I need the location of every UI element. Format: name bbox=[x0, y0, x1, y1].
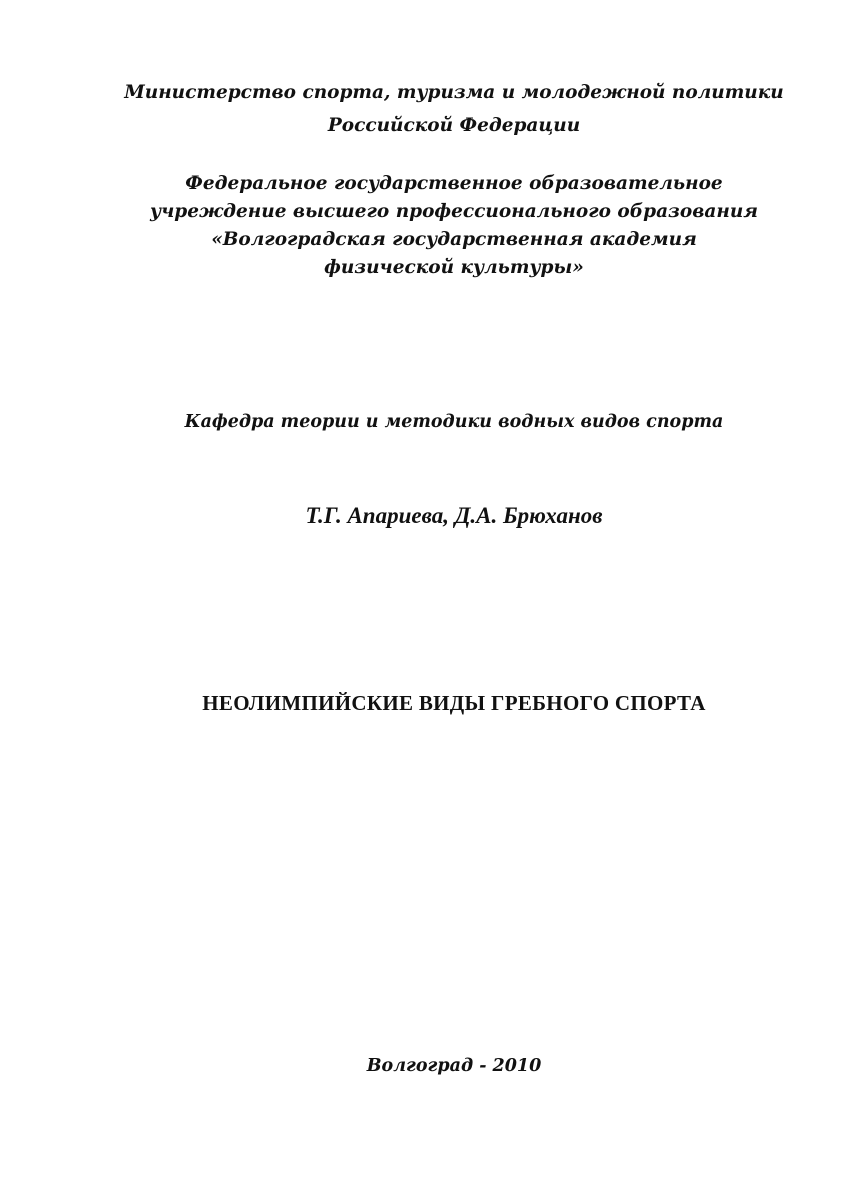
institution-line-3: «Волгоградская государственная академия bbox=[211, 229, 697, 250]
institution-line-4: физической культуры» bbox=[324, 257, 584, 278]
institution-line-2: учреждение высшего профессионального образования bbox=[150, 201, 758, 222]
department-name: Кафедра теории и методики водных видов спорта bbox=[184, 412, 724, 432]
institution-header bbox=[0, 170, 848, 282]
ministry-line-1: Министерство спорта, туризма и молодежной политики bbox=[124, 82, 784, 103]
ministry-line-2: Российской Федерации bbox=[327, 115, 581, 136]
document-title: НЕОЛИМПИЙСКИЕ ВИДЫ ГРЕБНОГО СПОРТА bbox=[202, 691, 706, 715]
city-year: Волгоград - 2010 bbox=[366, 1056, 542, 1076]
authors: Т.Г. Апариева, Д.А. Брюханов bbox=[305, 503, 603, 528]
ministry-header bbox=[0, 76, 848, 142]
institution-line-1: Федеральное государственное образовательное bbox=[185, 173, 723, 194]
